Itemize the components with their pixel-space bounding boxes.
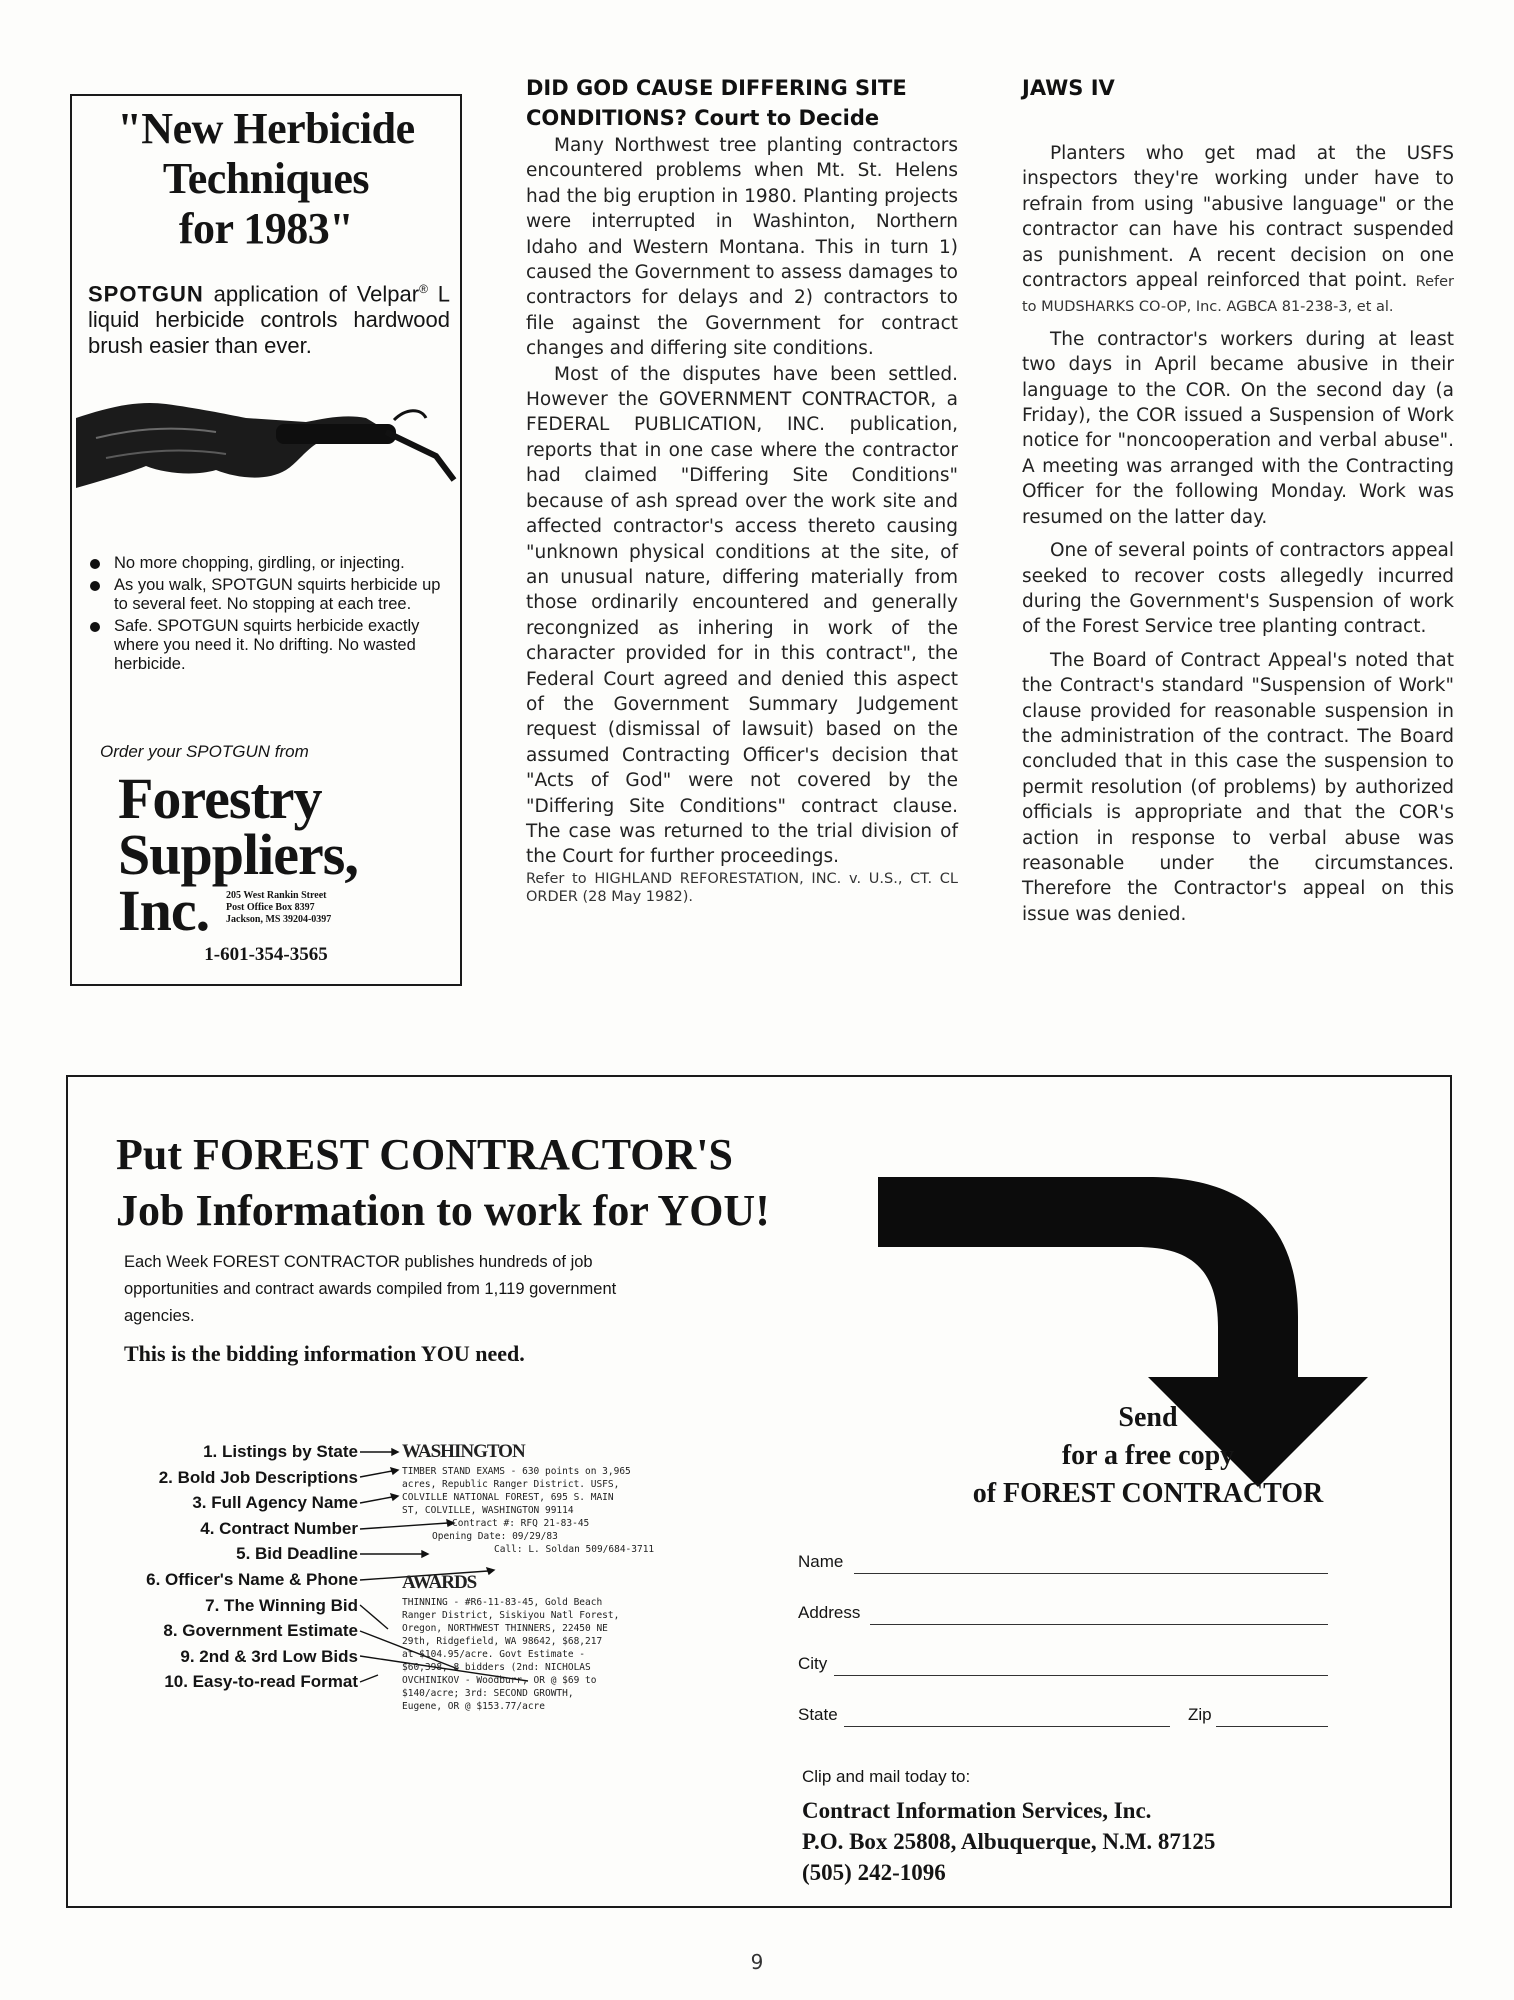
article-jaws-iv <box>1022 73 1454 927</box>
address-label: Address <box>798 1603 861 1622</box>
sample-heading: AWARDS <box>402 1572 477 1593</box>
ad-description: Each Week FOREST CONTRACTOR publishes hundreds of job opportunities and contract awards compiled from 1,119 government agencies. <box>124 1253 617 1325</box>
sample-listing: WASHINGTON TIMBER STAND EXAMS - 630 points on 3,965 acres, Republic Ranger District. USFS, COLVILLE NATIONAL FOREST, 695 S. MAIN ST, COLVILLE, WASHINGTON 99114 Contract #: RFQ 21-83-45 Opening Date: 09/29/83 Call: L. Soldan 509/684-3711 AWARDS THINNING - #R6-11-83-45, Gold Beach Ranger District, Siskiyou Natl Forest, Oregon, NORTHWEST THINNERS, 22450 NE 29th, Ridgefield, WA 98642, $68,217 at $104.95/acre. Govt Estimate - $60,398, 8 bidders (2nd: NICHOLAS OVCHINIKOV - Woodburr, OR @ $69 to $140/acre; 3rd: SECOND GROWTH, Eugene, OR @ $153.77/acre <box>402 1439 732 1713</box>
send-offer: Send for a free copy of FOREST CONTRACTOR <box>972 1402 1324 1509</box>
feature-item: 7. The Winning Bid <box>205 1595 358 1615</box>
zip-line[interactable] <box>1216 1726 1328 1727</box>
feature-item: 9. 2nd & 3rd Low Bids <box>180 1646 358 1666</box>
list-item: No more chopping, girdling, or injecting. <box>86 554 450 573</box>
address-field[interactable] <box>798 1603 1388 1627</box>
list-item: Safe. SPOTGUN squirts herbicide exactly where you need it. No drifting. No wasted herbicide. <box>86 617 450 674</box>
article-headline: DID GOD CAUSE DIFFERING SITE CONDITIONS? Court to Decide <box>526 76 907 130</box>
feature-item: 5. Bid Deadline <box>236 1544 358 1564</box>
company-name: Forestry Suppliers, Inc. <box>118 766 358 943</box>
order-line: Order your SPOTGUN from <box>100 742 309 761</box>
state-line[interactable] <box>844 1726 1170 1727</box>
article-reference: Refer to MUDSHARKS CO-OP, Inc. AGBCA 81-238-3, et al. <box>1022 274 1454 316</box>
feature-item: 1. Listings by State <box>203 1442 358 1461</box>
article-paragraph: The Board of Contract Appeal's noted that the Contract's standard "Suspension of Work" clause provided for reasonable suspension in the administration of the contract. The Board concluded that in this case the suspension to permit resolution (of problems) by authorized officials is appropriate and that the COR's action in response to verbal abuse was reasonable under the circumstances. Therefore the Contractor's appeal on this issue was denied. <box>1022 649 1454 925</box>
city-label: City <box>798 1654 828 1673</box>
bullet-icon <box>90 622 100 632</box>
name-field[interactable] <box>798 1552 1388 1576</box>
feature-item: 4. Contract Number <box>200 1518 358 1538</box>
list-item: As you walk, SPOTGUN squirts herbicide up to several feet. No stopping at each tree. <box>86 576 450 614</box>
forest-contractor-advertisement <box>66 1075 1452 1908</box>
state-label: State <box>798 1705 838 1724</box>
city-line[interactable] <box>834 1675 1328 1676</box>
state-field[interactable] <box>798 1705 1388 1729</box>
article-paragraph: One of several points of contractors appeal seeked to recover costs allegedly incurred during the Government's Suspension of work of the Forest Service tree planting contract. <box>1022 540 1454 638</box>
company-address: 205 West Rankin Street Post Office Box 8397 Jackson, MS 39204-0397 <box>226 890 332 925</box>
zip-label: Zip <box>1188 1705 1212 1724</box>
article-paragraph: Planters who get mad at the USFS inspectors they're working under have to refrain from using "abusive language" or the contractor can have his contract suspended as punishment. A recent decision on one contractors appeal reinforced that point. Refer to MUDSHARKS CO-OP, Inc. AGBCA 81-238-3, et al. <box>1022 143 1454 316</box>
mailing-address: Contract Information Services, Inc. P.O. Box 25808, Albuquerque, N.M. 87125 (505) 242-1096 <box>802 1798 1216 1885</box>
city-field[interactable] <box>798 1654 1388 1678</box>
page-number: 9 <box>750 1950 764 1974</box>
sample-heading: WASHINGTON <box>402 1441 525 1462</box>
article-did-god-cause <box>526 73 958 906</box>
ad-tagline: This is the bidding information YOU need. <box>124 1341 525 1366</box>
bullet-list <box>86 554 450 677</box>
feature-item: 3. Full Agency Name <box>192 1493 358 1513</box>
bullet-icon <box>90 559 100 569</box>
bullet-icon <box>90 581 100 591</box>
feature-list <box>88 1439 358 1695</box>
herbicide-advertisement <box>70 94 462 986</box>
ad-headline: Put FOREST CONTRACTOR'S Job Information to work for YOU! <box>116 1130 770 1235</box>
spotgun-hand-image <box>76 378 460 528</box>
article-paragraph: Many Northwest tree planting contractors encountered problems when Mt. St. Helens had the big eruption in 1980. Planting projects were interrupted in Washinton, Northern Idaho and Western Montana. This in turn 1) caused the Government to assess damages to contractors for delays and 2) contractors to file against the Government for contract changes and differing site conditions. <box>526 135 958 360</box>
feature-item: 6. Officer's Name & Phone <box>146 1569 358 1589</box>
article-reference: Refer to HIGHLAND REFORESTATION, INC. v. U.S., CT. CL ORDER (28 May 1982). <box>526 870 958 905</box>
name-line[interactable] <box>854 1573 1328 1574</box>
ad-title: "New Herbicide Techniques for 1983" <box>117 104 415 253</box>
ad-intro: SPOTGUN application of Velpar® L liquid herbicide controls hardwood brush easier than ever. <box>88 281 450 359</box>
name-label: Name <box>798 1552 844 1571</box>
article-paragraph: Most of the disputes have been settled. However the GOVERNMENT CONTRACTOR, a FEDERAL PUBLICATION, INC. publication, reports that in one case where the contractor had claimed "Differing Site Conditions" because of ash spread over the work site and affected contractor's access thereto causing "unknown physical conditions at the site, of an unusual nature, differing materially from those ordinarily encountered and generally recongnized as inhering in work of the character provided for in this contract", the Federal Court agreed and denied this aspect of the Government Summary Judgement request (dismissal of lawsuit) based on the assumed Contracting Officer's decision that "Acts of God" were not covered by the "Differing Site Conditions" contract clause. The case was returned to the trial division of the Court for further proceedings. <box>526 363 958 868</box>
feature-item: 10. Easy-to-read Format <box>164 1672 358 1692</box>
address-line[interactable] <box>870 1624 1328 1625</box>
feature-item: 8. Government Estimate <box>163 1621 358 1641</box>
clip-instruction: Clip and mail today to: <box>802 1767 971 1786</box>
article-paragraph: The contractor's workers during at least two days in April became abusive in their language to the COR. On the second day (a Friday), the COR issued a Suspension of Work notice for "noncooperation and verbal abuse". A meeting was arranged with the Contracting Officer for the following Monday. Work was resumed on the latter day. <box>1022 328 1454 528</box>
company-phone: 1-601-354-3565 <box>204 944 328 965</box>
feature-item: 2. Bold Job Descriptions <box>158 1467 358 1487</box>
article-headline: JAWS IV <box>1022 76 1115 100</box>
